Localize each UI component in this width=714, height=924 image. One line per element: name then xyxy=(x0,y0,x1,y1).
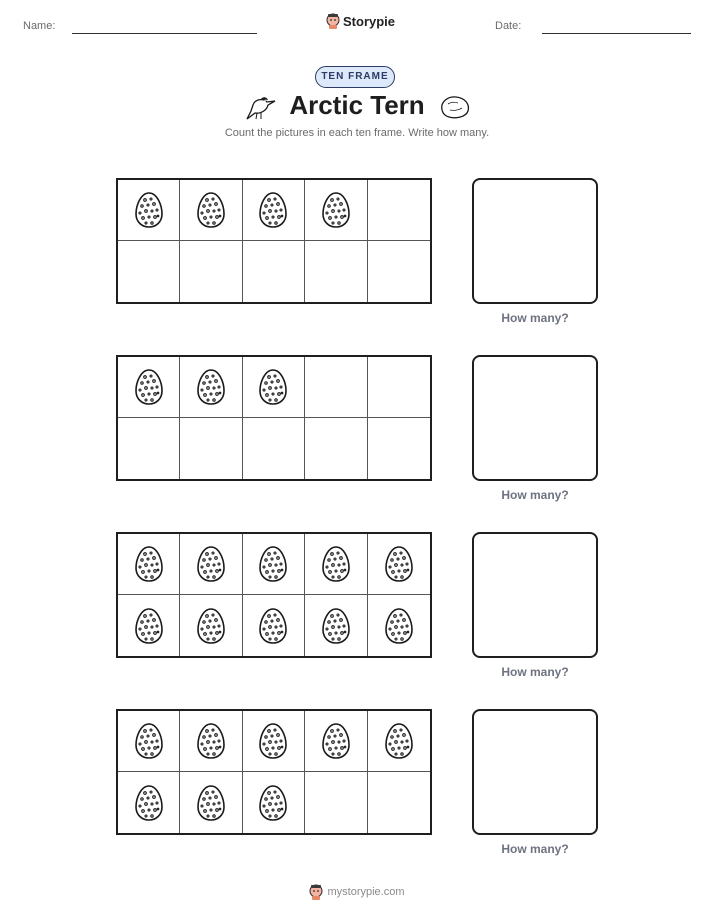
speckled-egg-icon xyxy=(384,607,414,645)
ten-frame-cell xyxy=(118,595,180,656)
instructions: Count the pictures in each ten frame. Write how many. xyxy=(224,127,490,139)
ten-frame xyxy=(116,355,432,481)
ten-frame-cell xyxy=(243,772,305,833)
speckled-egg-icon xyxy=(134,545,164,583)
how-many-label: How many? xyxy=(501,665,569,679)
speckled-egg-icon xyxy=(384,545,414,583)
date-line[interactable] xyxy=(542,33,691,34)
ten-frame-cell xyxy=(305,595,367,656)
ten-frame-cell xyxy=(118,772,180,833)
name-line[interactable] xyxy=(72,33,257,34)
speckled-egg-icon xyxy=(321,607,351,645)
ten-frame-cell xyxy=(118,534,180,595)
ten-frame-cell xyxy=(243,711,305,772)
how-many-label: How many? xyxy=(501,311,569,325)
answer-box[interactable] xyxy=(472,355,598,481)
speckled-egg-icon xyxy=(321,722,351,760)
name-label: Name: xyxy=(23,20,56,32)
ten-frame-cell xyxy=(305,711,367,772)
ten-frame-cell xyxy=(180,241,242,302)
speckled-egg-icon xyxy=(258,607,288,645)
stone-icon xyxy=(438,94,472,120)
ten-frame-cell xyxy=(243,534,305,595)
ten-frame-cell xyxy=(368,418,430,479)
footer xyxy=(0,884,714,900)
speckled-egg-icon xyxy=(258,368,288,406)
speckled-egg-icon xyxy=(134,191,164,229)
ten-frame-cell xyxy=(180,772,242,833)
ten-frame-cell xyxy=(305,418,367,479)
ten-frame-cell xyxy=(118,418,180,479)
brand-name: Storypie xyxy=(343,13,396,29)
ten-frame-cell xyxy=(180,357,242,418)
speckled-egg-icon xyxy=(196,784,226,822)
answer-box[interactable] xyxy=(472,178,598,304)
storypie-mascot-icon xyxy=(326,13,340,29)
speckled-egg-icon xyxy=(196,191,226,229)
ten-frame-cell xyxy=(305,180,367,241)
ten-frame-cell xyxy=(305,357,367,418)
ten-frame-cell xyxy=(305,772,367,833)
ten-frame-cell xyxy=(243,357,305,418)
ten-frame-cell xyxy=(368,772,430,833)
ten-frame-cell xyxy=(118,357,180,418)
brand-logo xyxy=(326,13,395,29)
ten-frame-cell xyxy=(118,241,180,302)
how-many-label: How many? xyxy=(501,842,569,856)
page-title: Arctic Tern xyxy=(289,90,425,120)
how-many-label: How many? xyxy=(501,488,569,502)
speckled-egg-icon xyxy=(384,722,414,760)
date-label: Date: xyxy=(495,20,522,32)
ten-frame-cell xyxy=(118,180,180,241)
ten-frame-cell xyxy=(180,180,242,241)
ten-frame xyxy=(116,532,432,658)
ten-frame-cell xyxy=(118,711,180,772)
speckled-egg-icon xyxy=(321,545,351,583)
speckled-egg-icon xyxy=(258,545,288,583)
speckled-egg-icon xyxy=(134,368,164,406)
answer-box[interactable] xyxy=(472,709,598,835)
ten-frame-cell xyxy=(368,534,430,595)
ten-frame-cell xyxy=(243,418,305,479)
speckled-egg-icon xyxy=(258,784,288,822)
footer-url: mystorypie.com xyxy=(327,886,405,898)
ten-frame-cell xyxy=(243,180,305,241)
speckled-egg-icon xyxy=(196,545,226,583)
ten-frame-cell xyxy=(305,241,367,302)
speckled-egg-icon xyxy=(258,191,288,229)
speckled-egg-icon xyxy=(258,722,288,760)
ten-frame-cell xyxy=(368,595,430,656)
storypie-mascot-icon xyxy=(309,884,323,900)
speckled-egg-icon xyxy=(134,607,164,645)
ten-frame-cell xyxy=(368,180,430,241)
speckled-egg-icon xyxy=(134,722,164,760)
ten-frame-cell xyxy=(368,711,430,772)
speckled-egg-icon xyxy=(134,784,164,822)
ten-frame-cell xyxy=(243,241,305,302)
ten-frame-cell xyxy=(305,534,367,595)
speckled-egg-icon xyxy=(321,191,351,229)
answer-box[interactable] xyxy=(472,532,598,658)
speckled-egg-icon xyxy=(196,368,226,406)
ten-frame xyxy=(116,709,432,835)
ten-frame-cell xyxy=(180,534,242,595)
ten-frame-cell xyxy=(368,241,430,302)
ten-frame-cell xyxy=(180,711,242,772)
speckled-egg-icon xyxy=(196,607,226,645)
ten-frame-cell xyxy=(180,418,242,479)
ten-frame xyxy=(116,178,432,304)
ten-frame-cell xyxy=(243,595,305,656)
ten-frame-cell xyxy=(368,357,430,418)
speckled-egg-icon xyxy=(196,722,226,760)
ten-frame-cell xyxy=(180,595,242,656)
category-badge: TEN FRAME xyxy=(315,66,395,88)
